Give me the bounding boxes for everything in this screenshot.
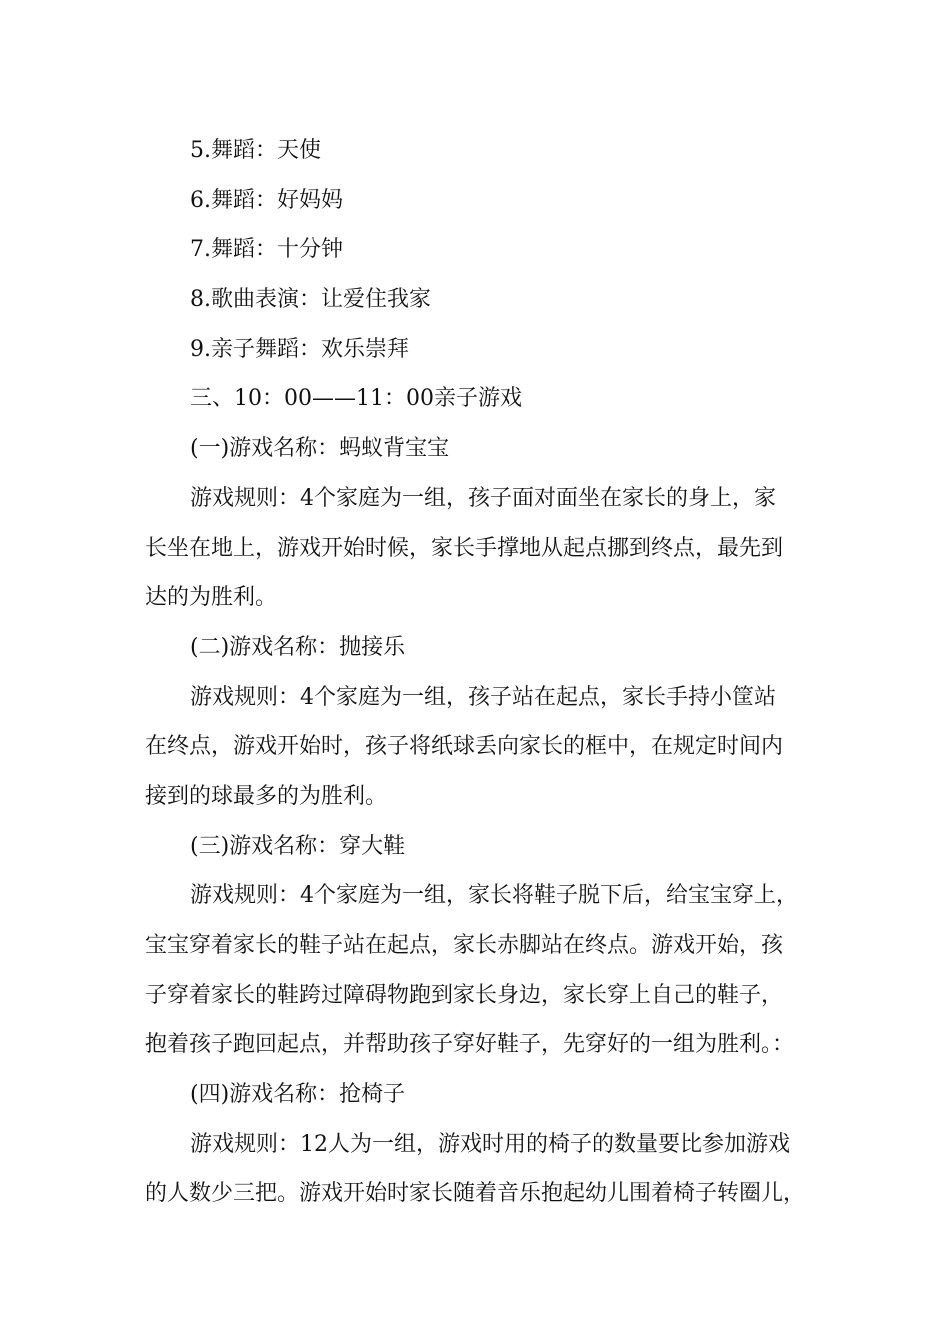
game-3-rules-line: 游戏规则：4个家庭为一组，家长将鞋子脱下后，给宝宝穿上， (190, 883, 798, 909)
game-3-rules-line: 宝宝穿着家长的鞋子站在起点，家长赤脚站在终点。游戏开始，孩 (145, 933, 784, 958)
program-item-8: 8.歌曲表演：让爱住我家 (190, 287, 431, 313)
game-3-rules-line: 抱着孩子跑回起点，并帮助孩子穿好鞋子，先穿好的一组为胜利。： (145, 1032, 795, 1058)
game-1-rules-line: 游戏规则：4个家庭为一组，孩子面对面坐在家长的身上，家 (190, 485, 776, 511)
game-2-rules-line: 在终点，游戏开始时，孩子将纸球丢向家长的框中，在规定时间内 (145, 734, 784, 760)
program-item-6: 6.舞蹈：好妈妈 (190, 187, 343, 213)
game-1-title: (一)游戏名称：蚂蚁背宝宝 (190, 436, 450, 462)
game-4-rules-line: 的人数少三把。游戏开始时家长随着音乐抱起幼儿围着椅子转圈儿， (145, 1181, 806, 1207)
game-1-rules-line: 长坐在地上，游戏开始时候，家长手撑地从起点挪到终点，最先到 (145, 535, 784, 561)
program-item-9: 9.亲子舞蹈：欢乐崇拜 (190, 336, 409, 362)
game-4-rules-line: 游戏规则：12人为一组，游戏时用的椅子的数量要比参加游戏 (190, 1131, 790, 1157)
game-3-rules-line: 子穿着家长的鞋跨过障碍物跑到家长身边，家长穿上自己的鞋子， (145, 982, 784, 1008)
game-2-rules-line: 游戏规则：4个家庭为一组，孩子站在起点，家长手持小筐站 (190, 684, 776, 710)
game-4-title: (四)游戏名称：抢椅子 (190, 1082, 406, 1108)
section-heading-3: 三、10：00——11：00亲子游戏 (190, 386, 522, 412)
game-2-title: (二)游戏名称：抛接乐 (190, 634, 406, 660)
program-item-7: 7.舞蹈：十分钟 (190, 237, 343, 263)
game-3-title: (三)游戏名称：穿大鞋 (190, 833, 406, 859)
document-body (145, 126, 815, 1219)
game-1-rules-line: 达的为胜利。 (145, 585, 278, 611)
game-2-rules-line: 接到的球最多的为胜利。 (145, 783, 388, 809)
program-item-5: 5.舞蹈：天使 (190, 138, 321, 163)
